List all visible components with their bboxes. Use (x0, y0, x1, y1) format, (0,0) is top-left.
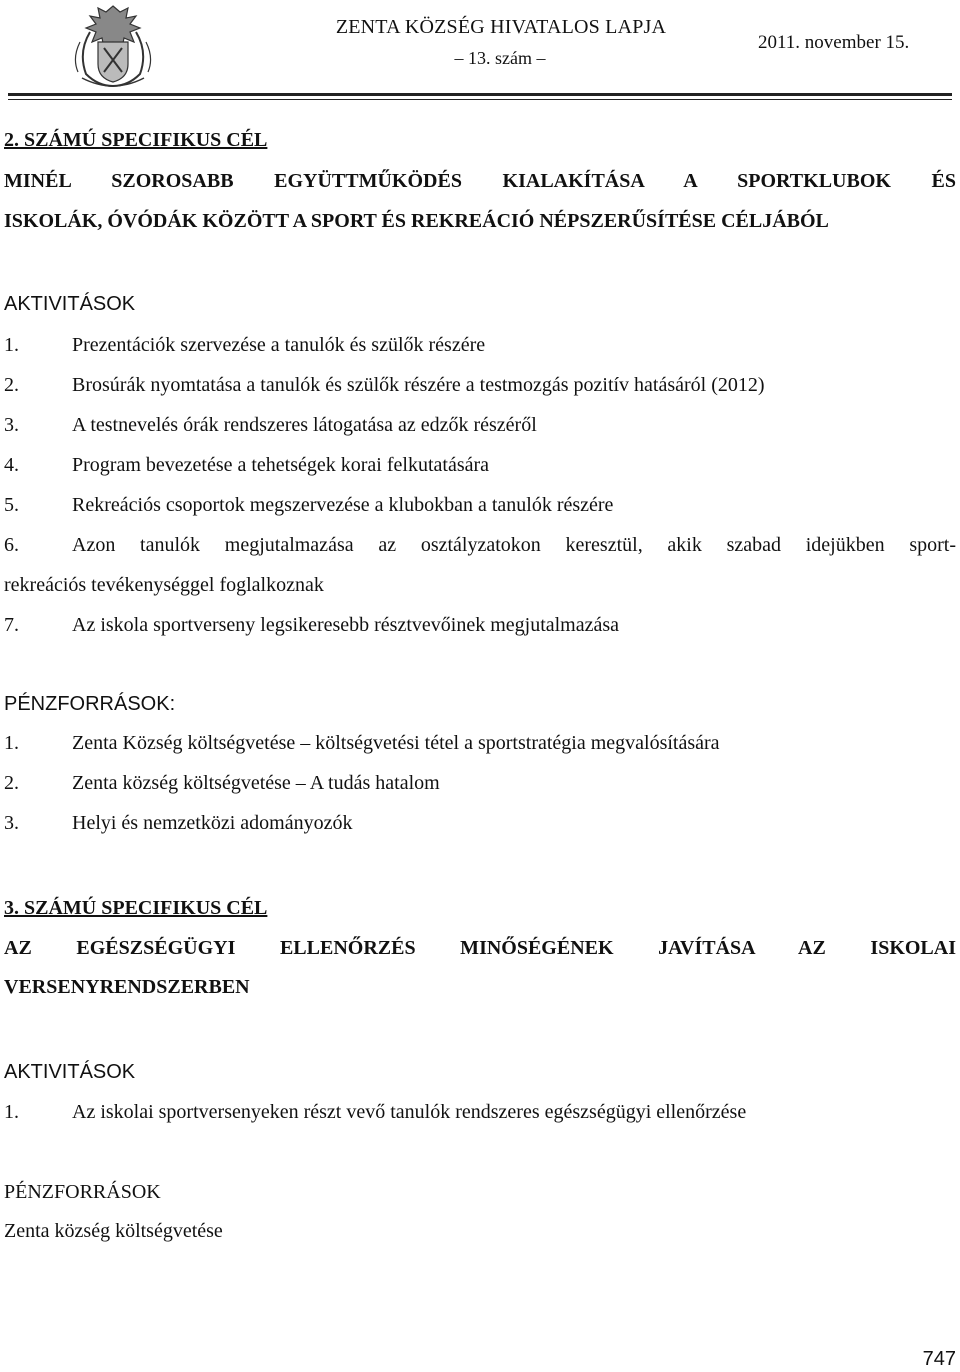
list-item-number: 4. (4, 454, 19, 476)
list-item (4, 731, 720, 755)
list-item-number: 3. (4, 812, 19, 834)
goal2-activities-label: AKTIVITÁSOK (4, 293, 136, 315)
list-item-text: Brosúrák nyomtatása a tanulók és szülők részére a testmozgás pozitív hatásáról (2012) (72, 374, 765, 396)
goal2-title-line2: ISKOLÁK, ÓVÓDÁK KÖZÖTT A SPORT ÉS REKREÁCIÓ NÉPSZERŰSÍTÉSE CÉLJÁBÓL (4, 210, 829, 232)
goal3-funding-text: Zenta község költségvetése (4, 1220, 223, 1242)
list-item-text: Az iskola sportverseny legsikeresebb résztvevőinek megjutalmazása (72, 614, 620, 636)
list-item-text: Prezentációk szervezése a tanulók és szülők részére (72, 334, 486, 356)
list-item (4, 493, 613, 517)
list-item-number: 6. (4, 534, 19, 556)
page-number: 747 (922, 1348, 956, 1370)
list-item-number: 2. (4, 772, 19, 794)
list-item-number: 7. (4, 614, 19, 636)
list-item-number: 1. (4, 732, 19, 754)
coat-of-arms-icon (68, 2, 158, 88)
list-item (4, 1100, 746, 1124)
issue-number-text: 13. szám (468, 48, 532, 68)
goal2-funding-label: PÉNZFORRÁSOK: (4, 693, 176, 715)
list-item-text: Az iskolai sportversenyeken részt vevő tanulók rendszeres egészségügyi ellenőrzése (72, 1101, 747, 1123)
goal3-title-line1: AZ EGÉSZSÉGÜGYI ELLENŐRZÉS MINŐSÉGÉNEK JAVÍTÁSA AZ ISKOLAI (4, 937, 956, 959)
list-item (4, 613, 619, 637)
list-item-continuation: rekreációs tevékenységgel foglalkoznak (4, 574, 324, 596)
list-item-number: 2. (4, 374, 19, 396)
list-item-number: 1. (4, 334, 19, 356)
list-item (4, 771, 440, 795)
issue-number: – 13. szám – (454, 48, 546, 68)
list-item (4, 453, 489, 477)
goal3-heading: 3. SZÁMÚ SPECIFIKUS CÉL (4, 897, 268, 919)
list-item (4, 333, 485, 357)
list-item-text: Zenta Község költségvetése – költségvetési tétel a sportstratégia megvalósítására (72, 732, 720, 754)
goal2-heading: 2. SZÁMÚ SPECIFIKUS CÉL (4, 129, 268, 151)
list-item (4, 533, 956, 557)
list-item-number: 1. (4, 1101, 19, 1123)
list-item (4, 811, 352, 835)
list-item-number: 3. (4, 414, 19, 436)
list-item-text: Rekreációs csoportok megszervezése a klubokban a tanulók részére (72, 494, 614, 516)
publication-date: 2011. november 15. (758, 32, 910, 53)
publication-title: ZENTA KÖZSÉG HIVATALOS LAPJA (335, 16, 667, 38)
list-item-text: Azon tanulók megjutalmazása az osztályzatokon keresztül, akik szabad idejükben sport- (72, 534, 956, 556)
list-item-text: Helyi és nemzetközi adományozók (72, 812, 353, 834)
list-item (4, 373, 765, 397)
list-item-text: Zenta község költségvetése – A tudás hatalom (72, 772, 440, 794)
list-item (4, 413, 537, 437)
goal2-title-line1: MINÉL SZOROSABB EGYÜTTMŰKÖDÉS KIALAKÍTÁSA A SPORTKLUBOK ÉS (4, 170, 956, 192)
list-item-text: Program bevezetése a tehetségek korai felkutatására (72, 454, 490, 476)
header-rule-thin (8, 99, 952, 100)
goal3-activities-label: AKTIVITÁSOK (4, 1061, 136, 1083)
goal3-funding-label: PÉNZFORRÁSOK (4, 1181, 161, 1203)
goal3-title-line2: VERSENYRENDSZERBEN (4, 976, 250, 998)
list-item-number: 5. (4, 494, 19, 516)
list-item-text: A testnevelés órák rendszeres látogatása az edzők részéről (72, 414, 537, 436)
header-rule (8, 93, 952, 96)
